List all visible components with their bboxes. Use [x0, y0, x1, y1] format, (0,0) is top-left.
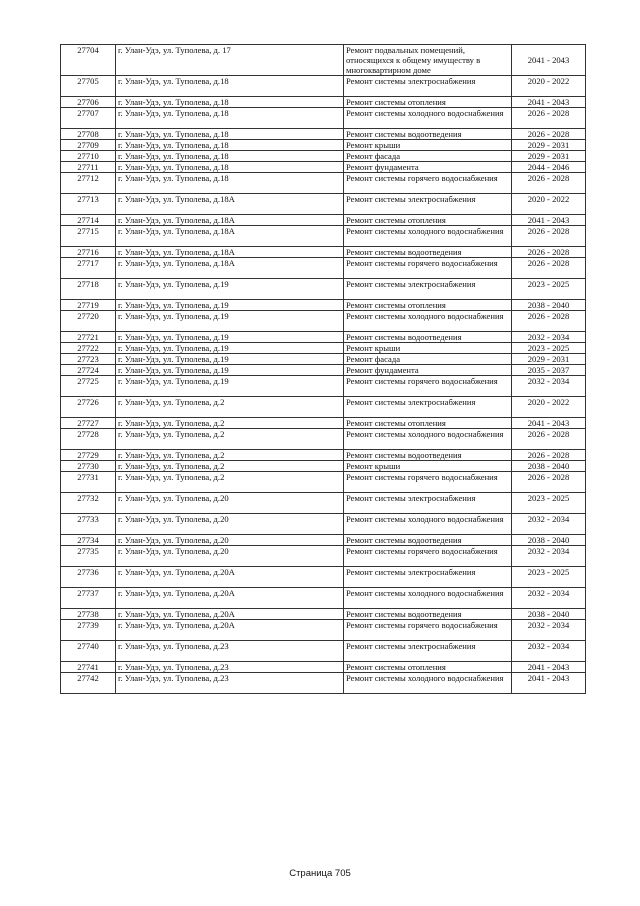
address-cell: г. Улан-Удэ, ул. Туполева, д.18	[116, 140, 344, 151]
address-cell: г. Улан-Удэ, ул. Туполева, д.18	[116, 162, 344, 173]
period-cell: 2026 - 2028	[512, 247, 586, 258]
period-cell: 2023 - 2025	[512, 343, 586, 354]
period-cell: 2044 - 2046	[512, 162, 586, 173]
table-row	[61, 354, 586, 365]
work-type-cell: Ремонт системы отопления	[344, 300, 512, 311]
row-number-cell: 27739	[61, 620, 116, 641]
row-number-cell: 27710	[61, 151, 116, 162]
period-cell: 2026 - 2028	[512, 311, 586, 332]
row-number-cell: 27711	[61, 162, 116, 173]
row-number-cell: 27720	[61, 311, 116, 332]
period-cell: 2020 - 2022	[512, 194, 586, 215]
table-row	[61, 108, 586, 129]
repair-schedule-table	[60, 44, 586, 694]
address-cell: г. Улан-Удэ, ул. Туполева, д.19	[116, 300, 344, 311]
row-number-cell: 27704	[61, 45, 116, 76]
period-cell: 2026 - 2028	[512, 450, 586, 461]
table-row	[61, 535, 586, 546]
row-number-cell: 27706	[61, 97, 116, 108]
work-type-cell: Ремонт системы горячего водоснабжения	[344, 258, 512, 279]
table-row	[61, 226, 586, 247]
work-type-cell: Ремонт системы электроснабжения	[344, 397, 512, 418]
table-row	[61, 173, 586, 194]
address-cell: г. Улан-Удэ, ул. Туполева, д.19	[116, 376, 344, 397]
table-row	[61, 140, 586, 151]
work-type-cell: Ремонт системы водоотведения	[344, 129, 512, 140]
table-row	[61, 567, 586, 588]
table-row	[61, 365, 586, 376]
work-type-cell: Ремонт системы горячего водоснабжения	[344, 472, 512, 493]
work-type-cell: Ремонт крыши	[344, 343, 512, 354]
work-type-cell: Ремонт системы электроснабжения	[344, 493, 512, 514]
work-type-cell: Ремонт системы отопления	[344, 215, 512, 226]
row-number-cell: 27732	[61, 493, 116, 514]
row-number-cell: 27715	[61, 226, 116, 247]
table-row	[61, 641, 586, 662]
table-row	[61, 376, 586, 397]
period-cell: 2026 - 2028	[512, 173, 586, 194]
period-cell: 2029 - 2031	[512, 140, 586, 151]
table-row	[61, 215, 586, 226]
address-cell: г. Улан-Удэ, ул. Туполева, д.20А	[116, 620, 344, 641]
row-number-cell: 27736	[61, 567, 116, 588]
table-row	[61, 662, 586, 673]
table-body	[61, 45, 586, 694]
row-number-cell: 27728	[61, 429, 116, 450]
address-cell: г. Улан-Удэ, ул. Туполева, д.18	[116, 173, 344, 194]
work-type-cell: Ремонт системы отопления	[344, 97, 512, 108]
address-cell: г. Улан-Удэ, ул. Туполева, д.18	[116, 129, 344, 140]
row-number-cell: 27709	[61, 140, 116, 151]
work-type-cell: Ремонт фундамента	[344, 365, 512, 376]
address-cell: г. Улан-Удэ, ул. Туполева, д.19	[116, 354, 344, 365]
table-row	[61, 546, 586, 567]
period-cell: 2038 - 2040	[512, 300, 586, 311]
period-cell: 2041 - 2043	[512, 215, 586, 226]
address-cell: г. Улан-Удэ, ул. Туполева, д.2	[116, 461, 344, 472]
work-type-cell: Ремонт системы холодного водоснабжения	[344, 514, 512, 535]
address-cell: г. Улан-Удэ, ул. Туполева, д.19	[116, 332, 344, 343]
address-cell: г. Улан-Удэ, ул. Туполева, д.2	[116, 418, 344, 429]
period-cell: 2035 - 2037	[512, 365, 586, 376]
row-number-cell: 27741	[61, 662, 116, 673]
work-type-cell: Ремонт фасада	[344, 354, 512, 365]
table-row	[61, 332, 586, 343]
period-cell: 2026 - 2028	[512, 108, 586, 129]
work-type-cell: Ремонт системы холодного водоснабжения	[344, 108, 512, 129]
table-row	[61, 247, 586, 258]
table-row	[61, 97, 586, 108]
period-cell: 2041 - 2043	[512, 45, 586, 76]
address-cell: г. Улан-Удэ, ул. Туполева, д.20	[116, 514, 344, 535]
address-cell: г. Улан-Удэ, ул. Туполева, д.20	[116, 546, 344, 567]
work-type-cell: Ремонт системы электроснабжения	[344, 567, 512, 588]
period-cell: 2038 - 2040	[512, 609, 586, 620]
work-type-cell: Ремонт системы водоотведения	[344, 332, 512, 343]
address-cell: г. Улан-Удэ, ул. Туполева, д.18	[116, 97, 344, 108]
table-row	[61, 620, 586, 641]
period-cell: 2032 - 2034	[512, 588, 586, 609]
period-cell: 2023 - 2025	[512, 493, 586, 514]
table-row	[61, 311, 586, 332]
work-type-cell: Ремонт системы холодного водоснабжения	[344, 429, 512, 450]
work-type-cell: Ремонт системы горячего водоснабжения	[344, 620, 512, 641]
row-number-cell: 27731	[61, 472, 116, 493]
address-cell: г. Улан-Удэ, ул. Туполева, д.19	[116, 365, 344, 376]
period-cell: 2023 - 2025	[512, 567, 586, 588]
period-cell: 2032 - 2034	[512, 641, 586, 662]
work-type-cell: Ремонт системы электроснабжения	[344, 194, 512, 215]
page-number: Страница 705	[289, 868, 351, 879]
address-cell: г. Улан-Удэ, ул. Туполева, д. 17	[116, 45, 344, 76]
work-type-cell: Ремонт системы холодного водоснабжения	[344, 311, 512, 332]
work-type-cell: Ремонт системы горячего водоснабжения	[344, 546, 512, 567]
table-row	[61, 343, 586, 354]
table-row	[61, 151, 586, 162]
period-cell: 2041 - 2043	[512, 97, 586, 108]
period-cell: 2029 - 2031	[512, 151, 586, 162]
address-cell: г. Улан-Удэ, ул. Туполева, д.20А	[116, 588, 344, 609]
table-row	[61, 258, 586, 279]
row-number-cell: 27729	[61, 450, 116, 461]
period-cell: 2038 - 2040	[512, 461, 586, 472]
table-row	[61, 588, 586, 609]
table-row	[61, 397, 586, 418]
period-cell: 2026 - 2028	[512, 472, 586, 493]
row-number-cell: 27740	[61, 641, 116, 662]
work-type-cell: Ремонт системы электроснабжения	[344, 641, 512, 662]
row-number-cell: 27708	[61, 129, 116, 140]
address-cell: г. Улан-Удэ, ул. Туполева, д.19	[116, 279, 344, 300]
table-row	[61, 418, 586, 429]
period-cell: 2032 - 2034	[512, 546, 586, 567]
address-cell: г. Улан-Удэ, ул. Туполева, д.18А	[116, 215, 344, 226]
table-row	[61, 514, 586, 535]
row-number-cell: 27738	[61, 609, 116, 620]
table-row	[61, 129, 586, 140]
row-number-cell: 27723	[61, 354, 116, 365]
row-number-cell: 27726	[61, 397, 116, 418]
work-type-cell: Ремонт фасада	[344, 151, 512, 162]
period-cell: 2032 - 2034	[512, 376, 586, 397]
period-cell: 2041 - 2043	[512, 418, 586, 429]
address-cell: г. Улан-Удэ, ул. Туполева, д.19	[116, 343, 344, 354]
work-type-cell: Ремонт системы электроснабжения	[344, 76, 512, 97]
address-cell: г. Улан-Удэ, ул. Туполева, д.18	[116, 108, 344, 129]
period-cell: 2020 - 2022	[512, 76, 586, 97]
address-cell: г. Улан-Удэ, ул. Туполева, д.2	[116, 472, 344, 493]
period-cell: 2041 - 2043	[512, 662, 586, 673]
row-number-cell: 27733	[61, 514, 116, 535]
address-cell: г. Улан-Удэ, ул. Туполева, д.18А	[116, 258, 344, 279]
row-number-cell: 27730	[61, 461, 116, 472]
row-number-cell: 27722	[61, 343, 116, 354]
table-row	[61, 76, 586, 97]
address-cell: г. Улан-Удэ, ул. Туполева, д.20	[116, 535, 344, 546]
row-number-cell: 27713	[61, 194, 116, 215]
row-number-cell: 27716	[61, 247, 116, 258]
address-cell: г. Улан-Удэ, ул. Туполева, д.2	[116, 429, 344, 450]
address-cell: г. Улан-Удэ, ул. Туполева, д.23	[116, 641, 344, 662]
work-type-cell: Ремонт подвальных помещений, относящихся к общему имуществу в многоквартирном доме	[344, 45, 512, 76]
address-cell: г. Улан-Удэ, ул. Туполева, д.18	[116, 76, 344, 97]
row-number-cell: 27724	[61, 365, 116, 376]
address-cell: г. Улан-Удэ, ул. Туполева, д.20А	[116, 567, 344, 588]
work-type-cell: Ремонт системы водоотведения	[344, 535, 512, 546]
period-cell: 2023 - 2025	[512, 279, 586, 300]
period-cell: 2041 - 2043	[512, 673, 586, 694]
row-number-cell: 27705	[61, 76, 116, 97]
address-cell: г. Улан-Удэ, ул. Туполева, д.18А	[116, 194, 344, 215]
row-number-cell: 27712	[61, 173, 116, 194]
row-number-cell: 27742	[61, 673, 116, 694]
table-row	[61, 194, 586, 215]
address-cell: г. Улан-Удэ, ул. Туполева, д.18А	[116, 226, 344, 247]
table-row	[61, 673, 586, 694]
period-cell: 2032 - 2034	[512, 514, 586, 535]
address-cell: г. Улан-Удэ, ул. Туполева, д.18	[116, 151, 344, 162]
table-row	[61, 461, 586, 472]
period-cell: 2032 - 2034	[512, 620, 586, 641]
work-type-cell: Ремонт крыши	[344, 140, 512, 151]
work-type-cell: Ремонт системы холодного водоснабжения	[344, 588, 512, 609]
row-number-cell: 27734	[61, 535, 116, 546]
address-cell: г. Улан-Удэ, ул. Туполева, д.23	[116, 662, 344, 673]
row-number-cell: 27725	[61, 376, 116, 397]
work-type-cell: Ремонт системы холодного водоснабжения	[344, 226, 512, 247]
address-cell: г. Улан-Удэ, ул. Туполева, д.23	[116, 673, 344, 694]
address-cell: г. Улан-Удэ, ул. Туполева, д.20	[116, 493, 344, 514]
period-cell: 2026 - 2028	[512, 226, 586, 247]
row-number-cell: 27707	[61, 108, 116, 129]
work-type-cell: Ремонт системы электроснабжения	[344, 279, 512, 300]
work-type-cell: Ремонт системы горячего водоснабжения	[344, 173, 512, 194]
row-number-cell: 27735	[61, 546, 116, 567]
work-type-cell: Ремонт системы отопления	[344, 418, 512, 429]
period-cell: 2038 - 2040	[512, 535, 586, 546]
period-cell: 2026 - 2028	[512, 429, 586, 450]
table-row	[61, 300, 586, 311]
work-type-cell: Ремонт системы водоотведения	[344, 247, 512, 258]
table-row	[61, 450, 586, 461]
row-number-cell: 27718	[61, 279, 116, 300]
address-cell: г. Улан-Удэ, ул. Туполева, д.19	[116, 311, 344, 332]
address-cell: г. Улан-Удэ, ул. Туполева, д.2	[116, 397, 344, 418]
period-cell: 2026 - 2028	[512, 258, 586, 279]
row-number-cell: 27719	[61, 300, 116, 311]
period-cell: 2029 - 2031	[512, 354, 586, 365]
work-type-cell: Ремонт системы водоотведения	[344, 609, 512, 620]
work-type-cell: Ремонт фундамента	[344, 162, 512, 173]
period-cell: 2020 - 2022	[512, 397, 586, 418]
row-number-cell: 27717	[61, 258, 116, 279]
period-cell: 2026 - 2028	[512, 129, 586, 140]
table-row	[61, 493, 586, 514]
period-cell: 2032 - 2034	[512, 332, 586, 343]
table-row	[61, 162, 586, 173]
work-type-cell: Ремонт системы отопления	[344, 662, 512, 673]
address-cell: г. Улан-Удэ, ул. Туполева, д.2	[116, 450, 344, 461]
row-number-cell: 27721	[61, 332, 116, 343]
work-type-cell: Ремонт системы горячего водоснабжения	[344, 376, 512, 397]
table-row	[61, 472, 586, 493]
row-number-cell: 27737	[61, 588, 116, 609]
work-type-cell: Ремонт крыши	[344, 461, 512, 472]
table-row	[61, 429, 586, 450]
table-row	[61, 45, 586, 76]
table-row	[61, 609, 586, 620]
row-number-cell: 27727	[61, 418, 116, 429]
work-type-cell: Ремонт системы водоотведения	[344, 450, 512, 461]
table-row	[61, 279, 586, 300]
work-type-cell: Ремонт системы холодного водоснабжения	[344, 673, 512, 694]
address-cell: г. Улан-Удэ, ул. Туполева, д.18А	[116, 247, 344, 258]
row-number-cell: 27714	[61, 215, 116, 226]
address-cell: г. Улан-Удэ, ул. Туполева, д.20А	[116, 609, 344, 620]
